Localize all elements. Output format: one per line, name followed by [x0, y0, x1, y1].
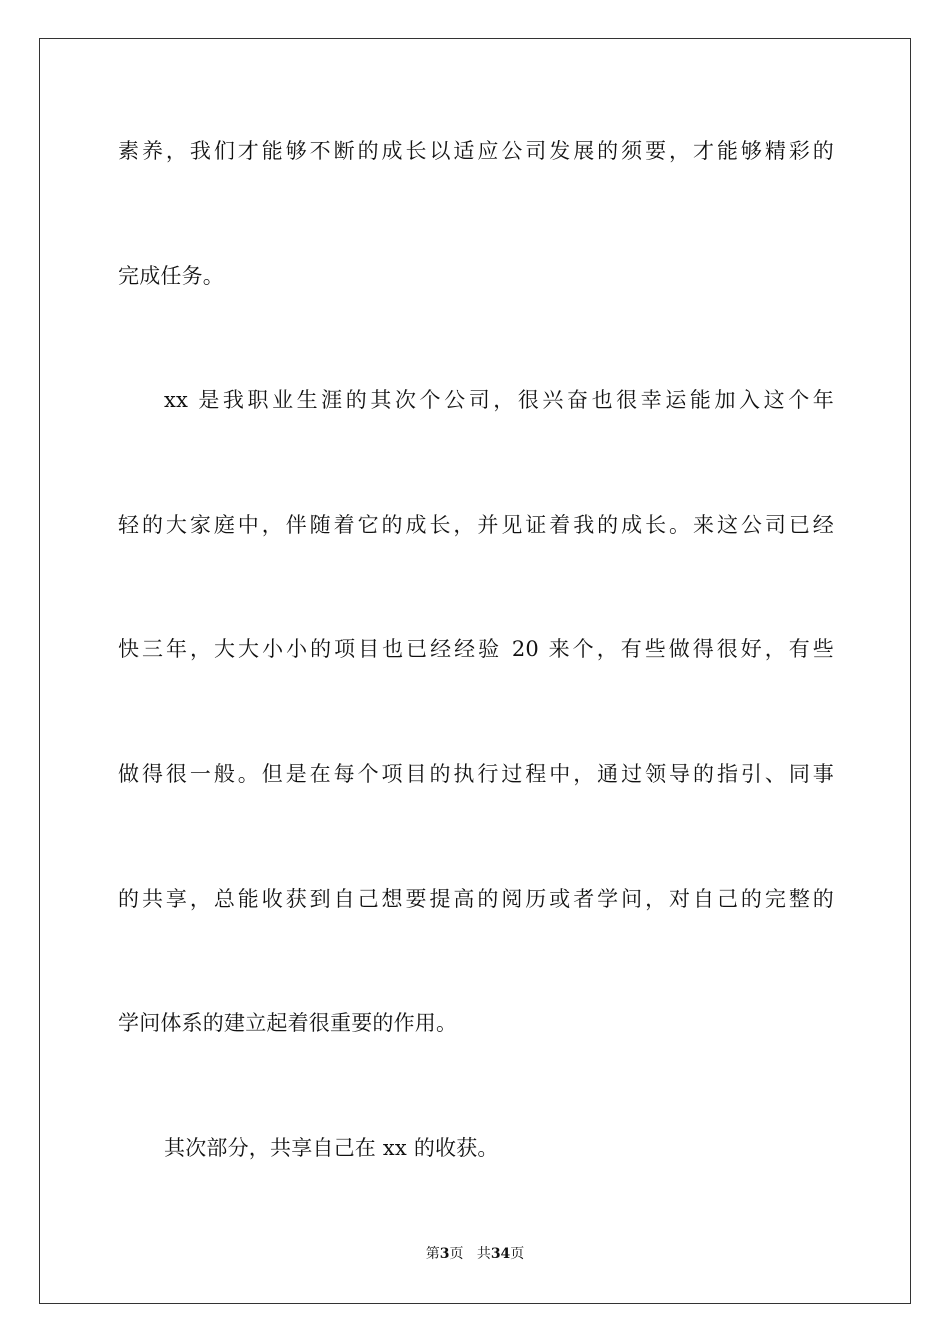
page-prefix: 第 [425, 1246, 440, 1262]
page-footer [0, 1244, 950, 1264]
text-line: 完成任务。 [118, 264, 224, 288]
text-line: 学问体系的建立起着很重要的作用。 [118, 1011, 458, 1035]
page-total: 34 [490, 1246, 511, 1262]
text-line: 做得很一般。但是在每个项目的执行过程中，通过领导的指引、同事 [118, 762, 834, 786]
text-line: xx 是我职业生涯的其次个公司，很兴奋也很幸运能加入这个年 [164, 388, 834, 412]
text-line: 快三年，大大小小的项目也已经经验 20 来个，有些做得很好，有些 [118, 637, 834, 661]
page-border [39, 38, 911, 1304]
page-unit: 页 [449, 1246, 464, 1262]
text-line: 其次部分，共享自己在 xx 的收获。 [164, 1136, 499, 1160]
text-line: 的共享，总能收获到自己想要提高的阅历或者学问，对自己的完整的 [118, 887, 834, 911]
text-line: 轻的大家庭中，伴随着它的成长，并见证着我的成长。来这公司已经 [118, 513, 834, 537]
total-unit: 页 [510, 1246, 525, 1262]
total-prefix: 共 [476, 1246, 491, 1262]
page-current: 3 [439, 1246, 450, 1262]
text-line: 素养，我们才能够不断的成长以适应公司发展的须要，才能够精彩的 [118, 139, 834, 163]
